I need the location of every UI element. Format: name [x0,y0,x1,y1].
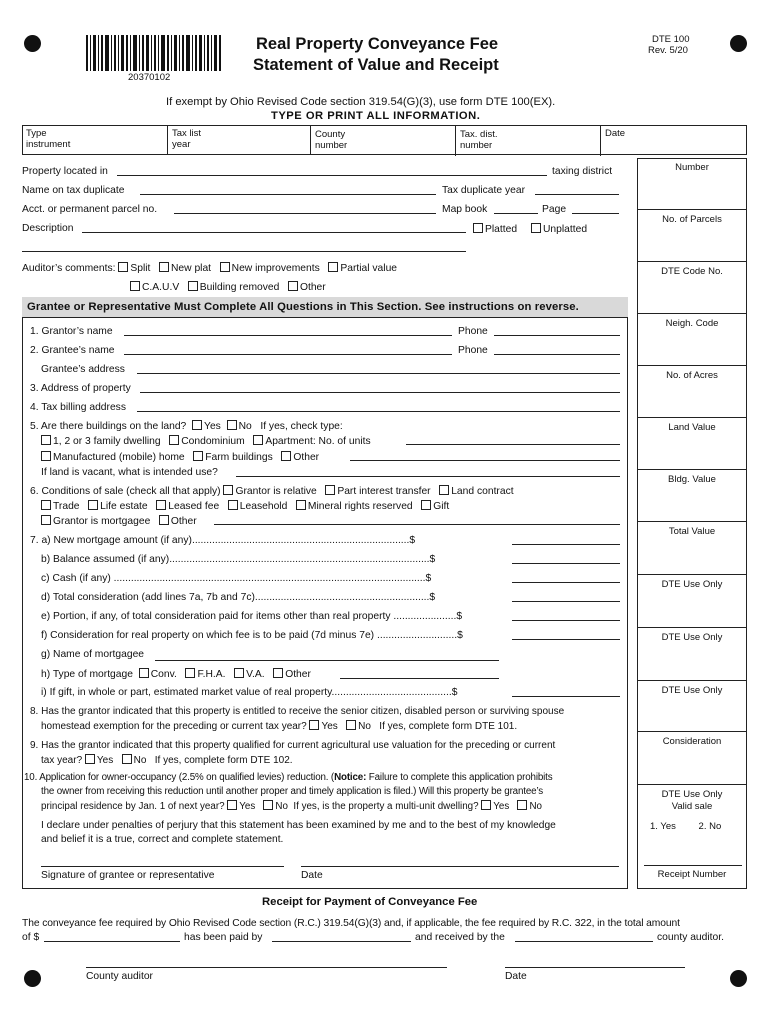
valid-yes[interactable]: 1. Yes [650,821,676,832]
grantee-address-label: Grantee’s address [41,364,125,375]
q3-label: 3. Address of property [30,383,131,394]
receipt-line1: The conveyance fee required by Ohio Revised Code section (R.C.) 319.54(G)(3) and, if applicable, the fee required by R.C. 322, in the total amount [22,918,680,929]
auditor-comments: Auditor’s comments: Split New plat New improvements Partial value [22,263,398,274]
q6-label: 6. Conditions of sale (check all that apply) Grantor is relative Part interest transfer Land contract [30,486,514,497]
q10-line3: principal residence by Jan. 1 of next year? Yes No If yes, is the property a multi-unit dwelling? Yes No [41,801,542,812]
grantee-name-field[interactable] [124,354,452,355]
building-other-field[interactable] [350,460,620,461]
date-cell[interactable]: Date [605,128,626,139]
q7f-label: f) Consideration for real property on which fee is to be paid (7d minus 7e) ............................$ [41,630,463,641]
form-revision: Rev. 5/20 [648,45,688,56]
description-field[interactable] [82,232,466,233]
receipt-of-label: of $ [22,932,40,943]
name-tax-dup-field[interactable] [140,194,436,195]
dte-use-box-2[interactable]: DTE Use Only [637,628,747,681]
map-book-field[interactable] [494,213,538,214]
paid-by-field[interactable] [272,941,411,942]
q7e-field[interactable] [512,620,620,621]
q7f-field[interactable] [512,639,620,640]
acres-box[interactable]: No. of Acres [637,366,747,418]
consideration-box[interactable]: Consideration [637,732,747,785]
name-tax-dup-label: Name on tax duplicate [22,185,125,196]
page-label: Page [542,204,567,215]
received-by-label: and received by the [415,932,505,943]
receipt-date-label: Date [505,971,527,982]
receipt-date-field[interactable] [505,967,685,968]
q7c-label: c) Cash (if any) .............................................................................................................$ [41,573,432,584]
parcels-box[interactable]: No. of Parcels [637,210,747,262]
county-auditor-suffix: county auditor. [657,932,724,943]
total-value-box[interactable]: Total Value [637,522,747,575]
q10-line2: the owner from receiving this reduction until another proper and timely application is filed.) Will this property be grantee’s [41,786,544,797]
q1-label: 1. Grantor’s name [30,326,113,337]
form-id: DTE 100 [652,34,690,45]
q9-line2: tax year? Yes No If yes, complete form DTE 102. [41,755,293,766]
q7h-label: h) Type of mortgage Conv. F.H.A. V.A. Other [41,669,311,680]
q7g-label: g) Name of mortgagee [41,649,145,660]
grantor-phone-field[interactable] [494,335,620,336]
dte-code-box[interactable]: DTE Code No. [637,262,747,314]
paid-by-label: has been paid by [184,932,263,943]
receipt-title: Receipt for Payment of Conveyance Fee [262,896,478,908]
signature-date-label: Date [301,870,323,881]
property-address-field[interactable] [140,392,620,393]
fee-amount-field[interactable] [44,941,180,942]
number-box[interactable]: Number [637,158,747,210]
q7i-field[interactable] [512,696,620,697]
map-book-label: Map book [442,204,488,215]
conditions-other-field[interactable] [214,524,620,525]
phone-label-2: Phone [458,345,488,356]
neigh-code-box[interactable]: Neigh. Code [637,314,747,366]
county-number-cell[interactable]: County number [311,126,456,156]
registration-mark [24,35,41,52]
acct-label: Acct. or permanent parcel no. [22,204,158,215]
signature-field[interactable] [41,866,284,867]
taxing-district-label: taxing district [552,166,613,177]
grantee-address-field[interactable] [137,373,620,374]
registration-mark [730,970,747,987]
barcode [86,35,222,71]
declaration-line1: I declare under penalties of perjury that this statement has been examined by me and to the best of my knowledge [41,820,556,831]
property-located-field[interactable] [117,175,547,176]
declaration-line2: and belief it is a true, correct and complete statement. [41,834,284,845]
q9-line1: 9. Has the grantor indicated that this property qualified for current agricultural use valuation for the preceding or current [30,740,556,751]
q5-types-2: Manufactured (mobile) home Farm buildings Other [41,451,319,464]
receipt-number-label: Receipt Number [657,869,727,880]
signature-date-field[interactable] [301,866,619,867]
print-note: TYPE OR PRINT ALL INFORMATION. [271,110,481,122]
auditor-comments-2: C.A.U.V Building removed Other [130,281,326,294]
barcode-number: 20370102 [128,72,171,83]
description-field-2[interactable] [22,251,466,252]
platted-option[interactable]: Platted [473,223,517,236]
phone-label: Phone [458,326,488,337]
property-located-label: Property located in [22,166,108,177]
county-auditor-field[interactable] [86,967,447,968]
q5-types-1: 1, 2 or 3 family dwelling Condominium Apartment: No. of units [41,435,371,448]
mortgage-other-field[interactable] [340,678,499,679]
q7b-field[interactable] [512,563,620,564]
bldg-value-box[interactable]: Bldg. Value [637,470,747,522]
dte-use-box-1[interactable]: DTE Use Only [637,575,747,628]
dte-use-box-3[interactable]: DTE Use Only [637,681,747,732]
q7a-field[interactable] [512,544,620,545]
form-subtitle: Statement of Value and Receipt [253,56,499,74]
land-value-box[interactable]: Land Value [637,418,747,470]
section-banner: Grantee or Representative Must Complete All Questions in This Section. See instructions on reverse. [22,297,628,318]
county-auditor-label: County auditor [86,971,153,982]
q7b-label: b) Balance assumed (if any)...........................................................................................$ [41,554,436,565]
unplatted-option[interactable]: Unplatted [531,223,587,236]
q7d-label: d) Total consideration (add lines 7a, 7b and 7c).............................................................$ [41,592,436,603]
valid-sale-box[interactable]: DTE Use Only Valid sale 1. Yes 2. No Receipt Number [637,785,747,889]
q2-label: 2. Grantee’s name [30,345,115,356]
grantor-name-field[interactable] [124,335,452,336]
mortgagee-name-field[interactable] [155,660,499,661]
q6-options-2: Trade Life estate Leased fee Leasehold Mineral rights reserved Gift [41,500,449,513]
valid-no[interactable]: 2. No [698,821,722,832]
exempt-note: If exempt by Ohio Revised Code section 319.54(G)(3), use form DTE 100(EX). [166,96,556,108]
vacant-label: If land is vacant, what is intended use? [41,467,218,478]
description-label: Description [22,223,74,234]
registration-mark [730,35,747,52]
vacant-use-field[interactable] [236,476,620,477]
form-title: Real Property Conveyance Fee [256,35,499,53]
q10-line1: 10. Application for owner-occupancy (2.5% on qualified levies) reduction. (Notice: Failure to complete this application prohibits [24,772,553,783]
q8-line2: homestead exemption for the preceding or current tax year? Yes No If yes, complete form DTE 101. [41,721,518,732]
tax-dup-year-field[interactable] [535,194,619,195]
q6-options-3: Grantor is mortgagee Other [41,515,197,528]
q5-label: 5. Are there buildings on the land? Yes No If yes, check type: [30,421,343,432]
tax-dup-year-label: Tax duplicate year [442,185,525,196]
tax-dist-number-cell[interactable]: Tax. dist. number [456,126,601,156]
q7e-label: e) Portion, if any, of total consideration paid for items other than real property ......................$ [41,611,463,622]
q8-line1: 8. Has the grantor indicated that this property is entitled to receive the senior citizen, disabled person or surviving spouse [30,706,565,717]
acct-field[interactable] [174,213,436,214]
q4-label: 4. Tax billing address [30,402,126,413]
units-field[interactable] [406,444,620,445]
signature-label: Signature of grantee or representative [41,870,215,881]
tax-billing-address-field[interactable] [137,411,620,412]
tax-list-year-cell[interactable]: Tax list year [168,125,311,155]
type-instrument-cell[interactable]: Type instrument [22,125,168,155]
registration-mark [24,970,41,987]
page-field[interactable] [572,213,619,214]
q7d-field[interactable] [512,601,620,602]
county-field[interactable] [515,941,653,942]
q7c-field[interactable] [512,582,620,583]
q7a-label: 7. a) New mortgage amount (if any)............................................................................$ [30,535,416,546]
q7i-label: i) If gift, in whole or part, estimated market value of real property..........................................$ [41,687,458,698]
grantee-phone-field[interactable] [494,354,620,355]
